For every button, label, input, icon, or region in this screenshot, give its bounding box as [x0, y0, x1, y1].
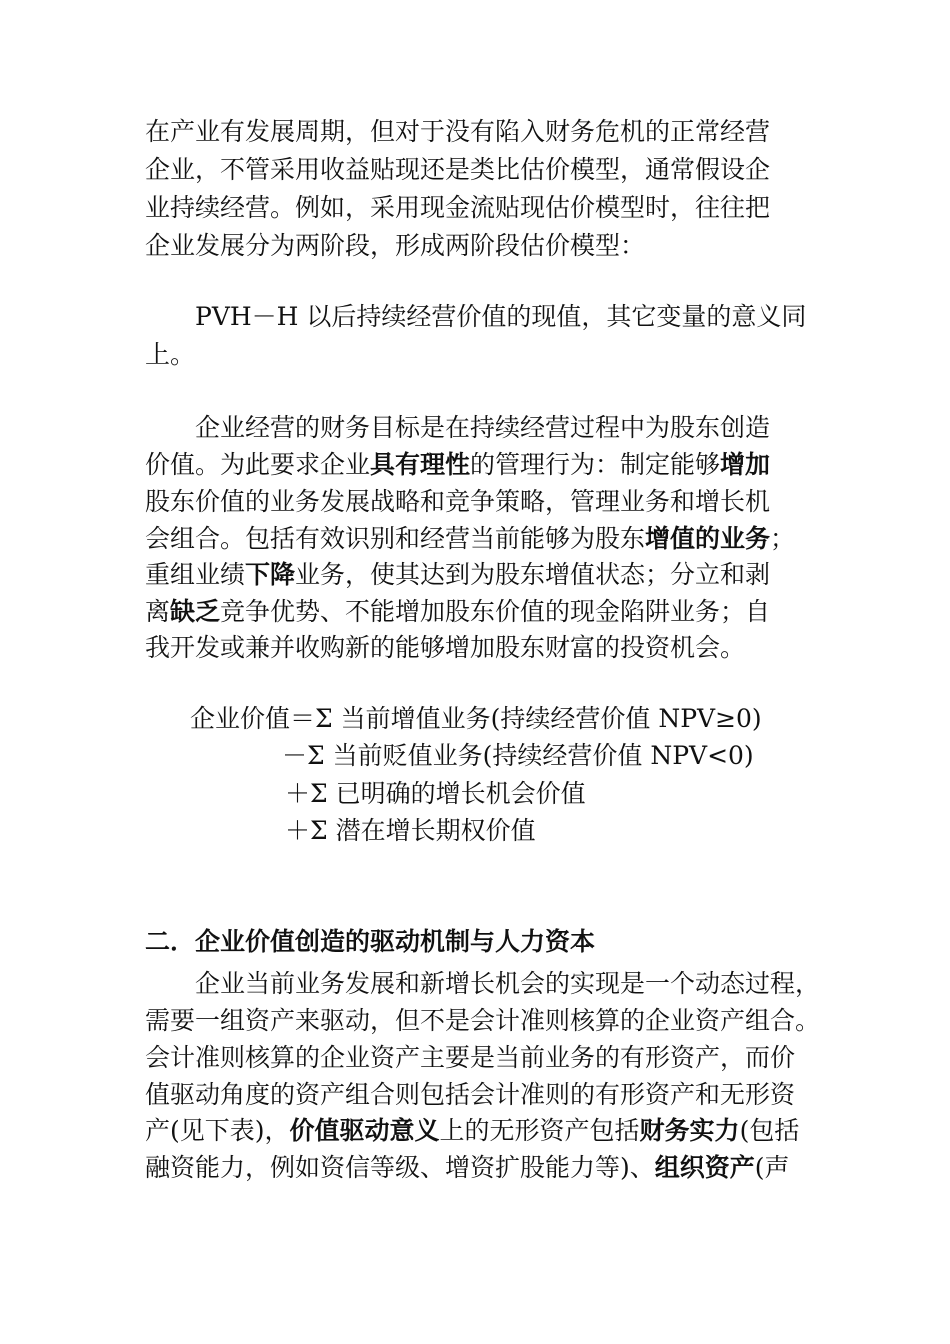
- paragraph-line: 企业经营的财务目标是在持续经营过程中为股东创造: [195, 413, 771, 442]
- paragraph-line: [145, 1113, 799, 1149]
- paragraph-line: 值驱动角度的资产组合则包括会计准则的有形资产和无形资: [145, 1080, 796, 1109]
- paragraph-line: [145, 594, 770, 630]
- paragraph-line: 股东价值的业务发展战略和竞争策略，管理业务和增长机: [145, 487, 771, 516]
- text-run: 竞争优势、不能增加股东价值的现金陷阱业务；自: [220, 597, 771, 626]
- bold-text: 下降: [245, 560, 296, 589]
- bold-text: 财务实力: [639, 1116, 740, 1145]
- paragraph-line: 上。: [145, 340, 196, 369]
- paragraph-line: 需要一组资产来驱动，但不是会计准则核算的企业资产组合。: [145, 1006, 821, 1035]
- paragraph-line: [145, 1150, 790, 1186]
- bold-text: 具有理性: [370, 450, 471, 479]
- paragraph-line: 我开发或兼并收购新的能够增加股东财富的投资机会。: [145, 633, 746, 662]
- section-heading: 二．企业价值创造的驱动机制与人力资本: [145, 927, 596, 956]
- bold-text: 增加: [720, 450, 771, 479]
- text-run: 上的无形资产包括: [439, 1116, 640, 1145]
- paragraph-line: [145, 521, 795, 557]
- text-run: 价值。为此要求企业: [145, 450, 371, 479]
- text-run: 业务，使其达到为股东增值状态；分立和剥: [295, 560, 771, 589]
- paragraph-line: 企业当前业务发展和新增长机会的实现是一个动态过程，: [195, 969, 821, 998]
- text-run: 的管理行为：制定能够: [470, 450, 721, 479]
- paragraph-line: 业持续经营。例如，采用现金流贴现估价模型时，往往把: [145, 193, 771, 222]
- formula-line: ＋Σ 潜在增长期权价值: [285, 816, 536, 845]
- paragraph-line: 企业，不管采用收益贴现还是类比估价模型，通常假设企: [145, 155, 771, 184]
- paragraph-line: [145, 557, 770, 593]
- bold-text: 价值驱动意义: [289, 1116, 440, 1145]
- formula-line: ＋Σ 已明确的增长机会价值: [285, 779, 586, 808]
- text-run: (包括: [739, 1116, 800, 1145]
- text-run: 融资能力，例如资信等级、增资扩股能力等)、: [145, 1153, 655, 1182]
- paragraph-line: 会计准则核算的企业资产主要是当前业务的有形资产，而价: [145, 1043, 796, 1072]
- text-run: ；: [770, 524, 796, 553]
- paragraph-line: 企业发展分为两阶段，形成两阶段估价模型：: [145, 231, 646, 260]
- formula-line: －Σ 当前贬值业务(持续经营价值 NPV<0): [282, 741, 754, 770]
- bold-text: 缺乏: [170, 597, 221, 626]
- text-run: 重组业绩: [145, 560, 246, 589]
- text-run: 离: [145, 597, 171, 626]
- formula-line: 企业价值＝Σ 当前增值业务(持续经营价值 NPV≥0): [190, 704, 762, 733]
- text-run: 产(见下表)，: [145, 1116, 290, 1145]
- paragraph-line: [145, 447, 770, 483]
- paragraph-line: PVH－H 以后持续经营价值的现值，其它变量的意义同: [195, 302, 807, 331]
- paragraph-line: 在产业有发展周期，但对于没有陷入财务危机的正常经营: [145, 117, 771, 146]
- text-run: (声: [754, 1153, 790, 1182]
- bold-text: 增值的业务: [645, 524, 771, 553]
- bold-text: 组织资产: [654, 1153, 755, 1182]
- text-run: 会组合。包括有效识别和经营当前能够为股东: [145, 524, 646, 553]
